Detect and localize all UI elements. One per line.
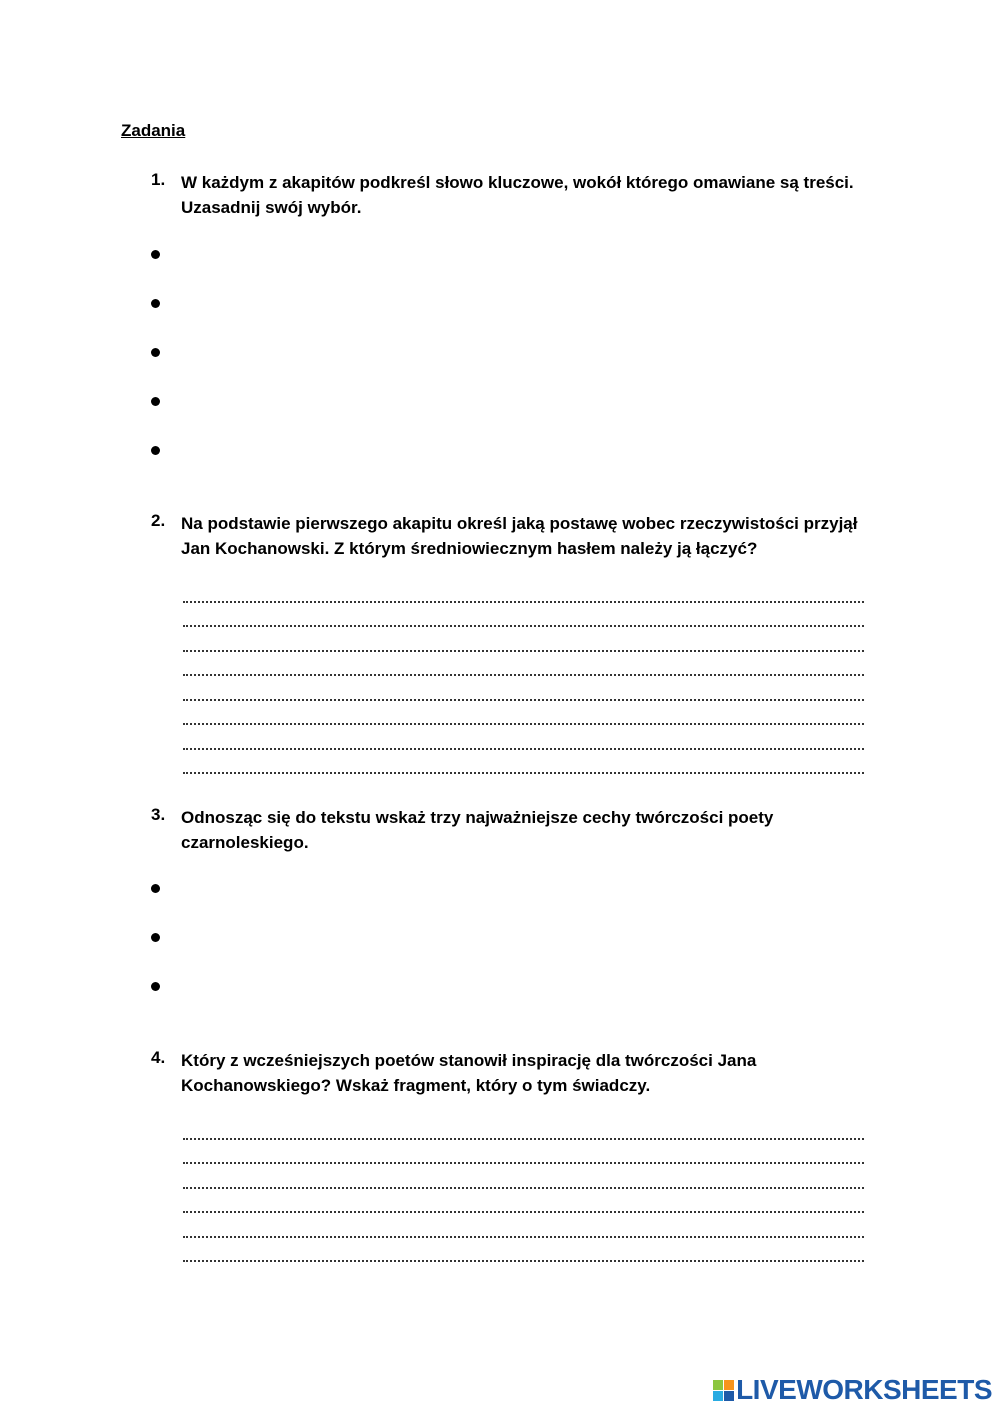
answer-line[interactable] (183, 723, 864, 725)
task-3 (151, 805, 871, 855)
answer-line[interactable] (183, 1162, 864, 1164)
task-4 (151, 1048, 871, 1098)
task-text: Który z wcześniejszych poetów stanowił inspirację dla twórczości Jana Kochanowskiego? Wskaż fragment, który o tym świadczy. (181, 1051, 757, 1095)
task-text: W każdym z akapitów podkreśl słowo kluczowe, wokół którego omawiane są treści. Uzasadnij swój wybór. (181, 173, 854, 217)
answer-bullet (151, 250, 160, 259)
logo-blocks-icon (713, 1380, 734, 1401)
answer-line[interactable] (183, 674, 864, 676)
page-title: Zadania (121, 121, 186, 140)
task-number: 2. (151, 511, 166, 530)
answer-bullet (151, 348, 160, 357)
task-1 (151, 170, 871, 220)
logo-block (724, 1380, 734, 1390)
answer-line[interactable] (183, 1236, 864, 1238)
task-2 (151, 511, 871, 561)
answer-bullet (151, 446, 160, 455)
answer-line[interactable] (183, 772, 864, 774)
answer-line[interactable] (183, 1187, 864, 1189)
task-text: Na podstawie pierwszego akapitu określ jaką postawę wobec rzeczywistości przyjął Jan Kochanowski. Z którym średniowiecznym hasłem należy ją łączyć? (181, 514, 858, 558)
answer-line[interactable] (183, 748, 864, 750)
answer-bullet (151, 397, 160, 406)
answer-bullet (151, 299, 160, 308)
answer-line[interactable] (183, 601, 864, 603)
answer-line[interactable] (183, 1211, 864, 1213)
task-text: Odnosząc się do tekstu wskaż trzy najważniejsze cechy twórczości poety czarnoleskiego. (181, 808, 774, 852)
task-number: 1. (151, 170, 166, 189)
answer-bullet (151, 884, 160, 893)
task-number: 3. (151, 805, 166, 824)
task-number: 4. (151, 1048, 166, 1067)
logo-block (724, 1391, 734, 1401)
logo-text: LIVEWORKSHEETS (736, 1374, 992, 1405)
answer-line[interactable] (183, 650, 864, 652)
answer-line[interactable] (183, 1138, 864, 1140)
answer-line[interactable] (183, 625, 864, 627)
answer-bullet (151, 933, 160, 942)
answer-line[interactable] (183, 1260, 864, 1262)
logo-block (713, 1380, 723, 1390)
liveworksheets-logo (713, 1374, 992, 1406)
answer-bullet (151, 982, 160, 991)
logo-block (713, 1391, 723, 1401)
answer-line[interactable] (183, 699, 864, 701)
